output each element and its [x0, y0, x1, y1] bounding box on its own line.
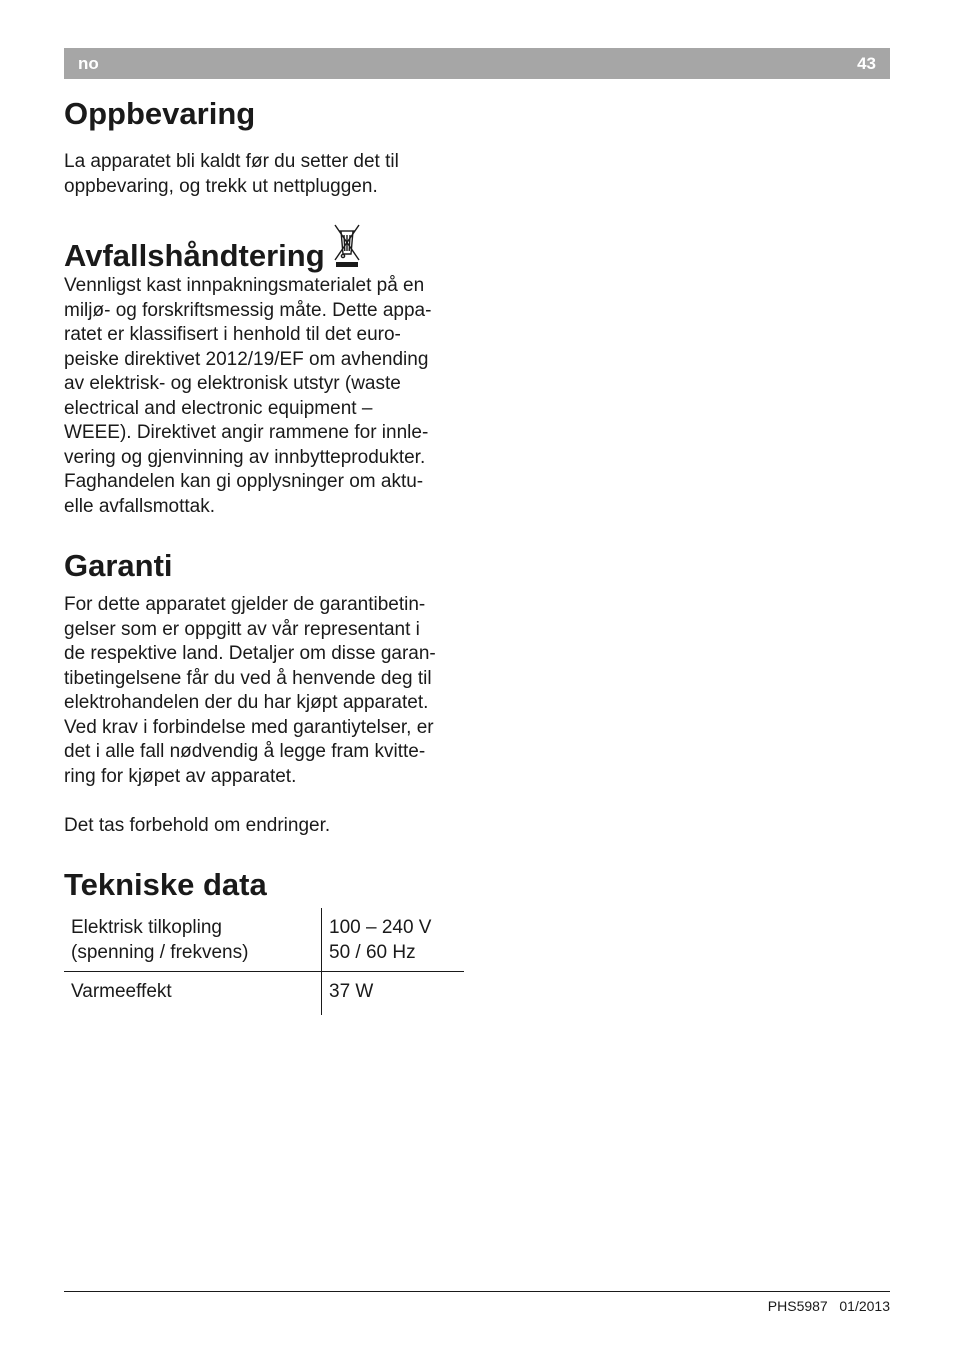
storage-paragraph	[64, 150, 466, 199]
table-row	[64, 908, 464, 972]
spec-value-cell	[322, 972, 373, 1015]
storage-title: Oppbevaring	[64, 96, 256, 131]
text-line: WEEE). Direktivet angir rammene for innle-	[64, 422, 429, 443]
tech-title: Tekniske data	[64, 867, 267, 902]
text-line: gelser som er oppgitt av vår representant i	[64, 618, 420, 640]
spec-label-cell	[64, 908, 322, 971]
disposal-title: Avfallshåndtering	[64, 238, 325, 273]
section-warranty	[64, 548, 466, 584]
spec-label: Varmeeffekt	[71, 981, 172, 1002]
model-number: PHS5987	[767, 1298, 828, 1314]
language-code: no	[78, 53, 99, 73]
text-line: Ved krav i forbindelse med garantiytelser, er	[64, 716, 434, 738]
warranty-title: Garanti	[64, 548, 173, 583]
section-disposal	[64, 222, 466, 274]
crossed-out-wheelie-bin-icon	[333, 222, 361, 273]
text-line: elektrohandelen der du har kjøpt apparatet.	[64, 692, 429, 713]
spec-table	[64, 908, 464, 1015]
text-line: det i alle fall nødvendig å legge fram kvitte-	[64, 741, 426, 762]
text-line: electrical and electronic equipment –	[64, 397, 373, 419]
text-line: elle avfallsmottak.	[64, 495, 216, 517]
text-line: de respektive land. Detaljer om disse garan-	[64, 643, 436, 664]
text-line: miljø- og forskriftsmessig måte. Dette appa-	[64, 299, 432, 321]
header-bar	[64, 48, 890, 79]
spec-label: Elektrisk tilkopling	[71, 917, 222, 938]
section-tech	[64, 867, 466, 903]
text-line: ring for kjøpet av apparatet.	[64, 765, 297, 787]
spec-label-cell	[64, 972, 322, 1015]
warranty-paragraph	[64, 593, 466, 789]
spec-value-cell	[322, 908, 431, 971]
footer-divider	[64, 1291, 890, 1292]
spec-label: (spenning / frekvens)	[71, 941, 249, 963]
table-row	[64, 972, 464, 1015]
text-line: tibetingelsene får du ved å henvende deg til	[64, 667, 432, 689]
spec-value: 100 – 240 V	[329, 917, 432, 938]
spec-value: 37 W	[329, 981, 374, 1002]
edition-date: 01/2013	[839, 1298, 890, 1314]
text-line: Vennligst kast innpakningsmaterialet på en	[64, 275, 425, 296]
text-line: ratet er klassifisert i henhold til det euro-	[64, 324, 401, 345]
warranty-note	[64, 814, 466, 839]
text-line: La apparatet bli kaldt før du setter det til	[64, 151, 399, 172]
disposal-paragraph	[64, 274, 466, 519]
footer	[768, 1298, 890, 1314]
text-line: av elektrisk- og elektronisk utstyr (waste	[64, 373, 401, 394]
spec-value: 50 / 60 Hz	[329, 941, 416, 963]
page-number: 43	[857, 53, 876, 73]
section-storage	[64, 96, 466, 132]
text-line: vering og gjenvinning av innbytteprodukter.	[64, 446, 426, 468]
text-line: Det tas forbehold om endringer.	[64, 815, 331, 836]
text-line: peiske direktivet 2012/19/EF om avhending	[64, 348, 429, 370]
text-line: Faghandelen kan gi opplysninger om aktu-	[64, 471, 424, 492]
text-line: For dette apparatet gjelder de garantibetin-	[64, 594, 426, 615]
text-line: oppbevaring, og trekk ut nettpluggen.	[64, 175, 378, 197]
